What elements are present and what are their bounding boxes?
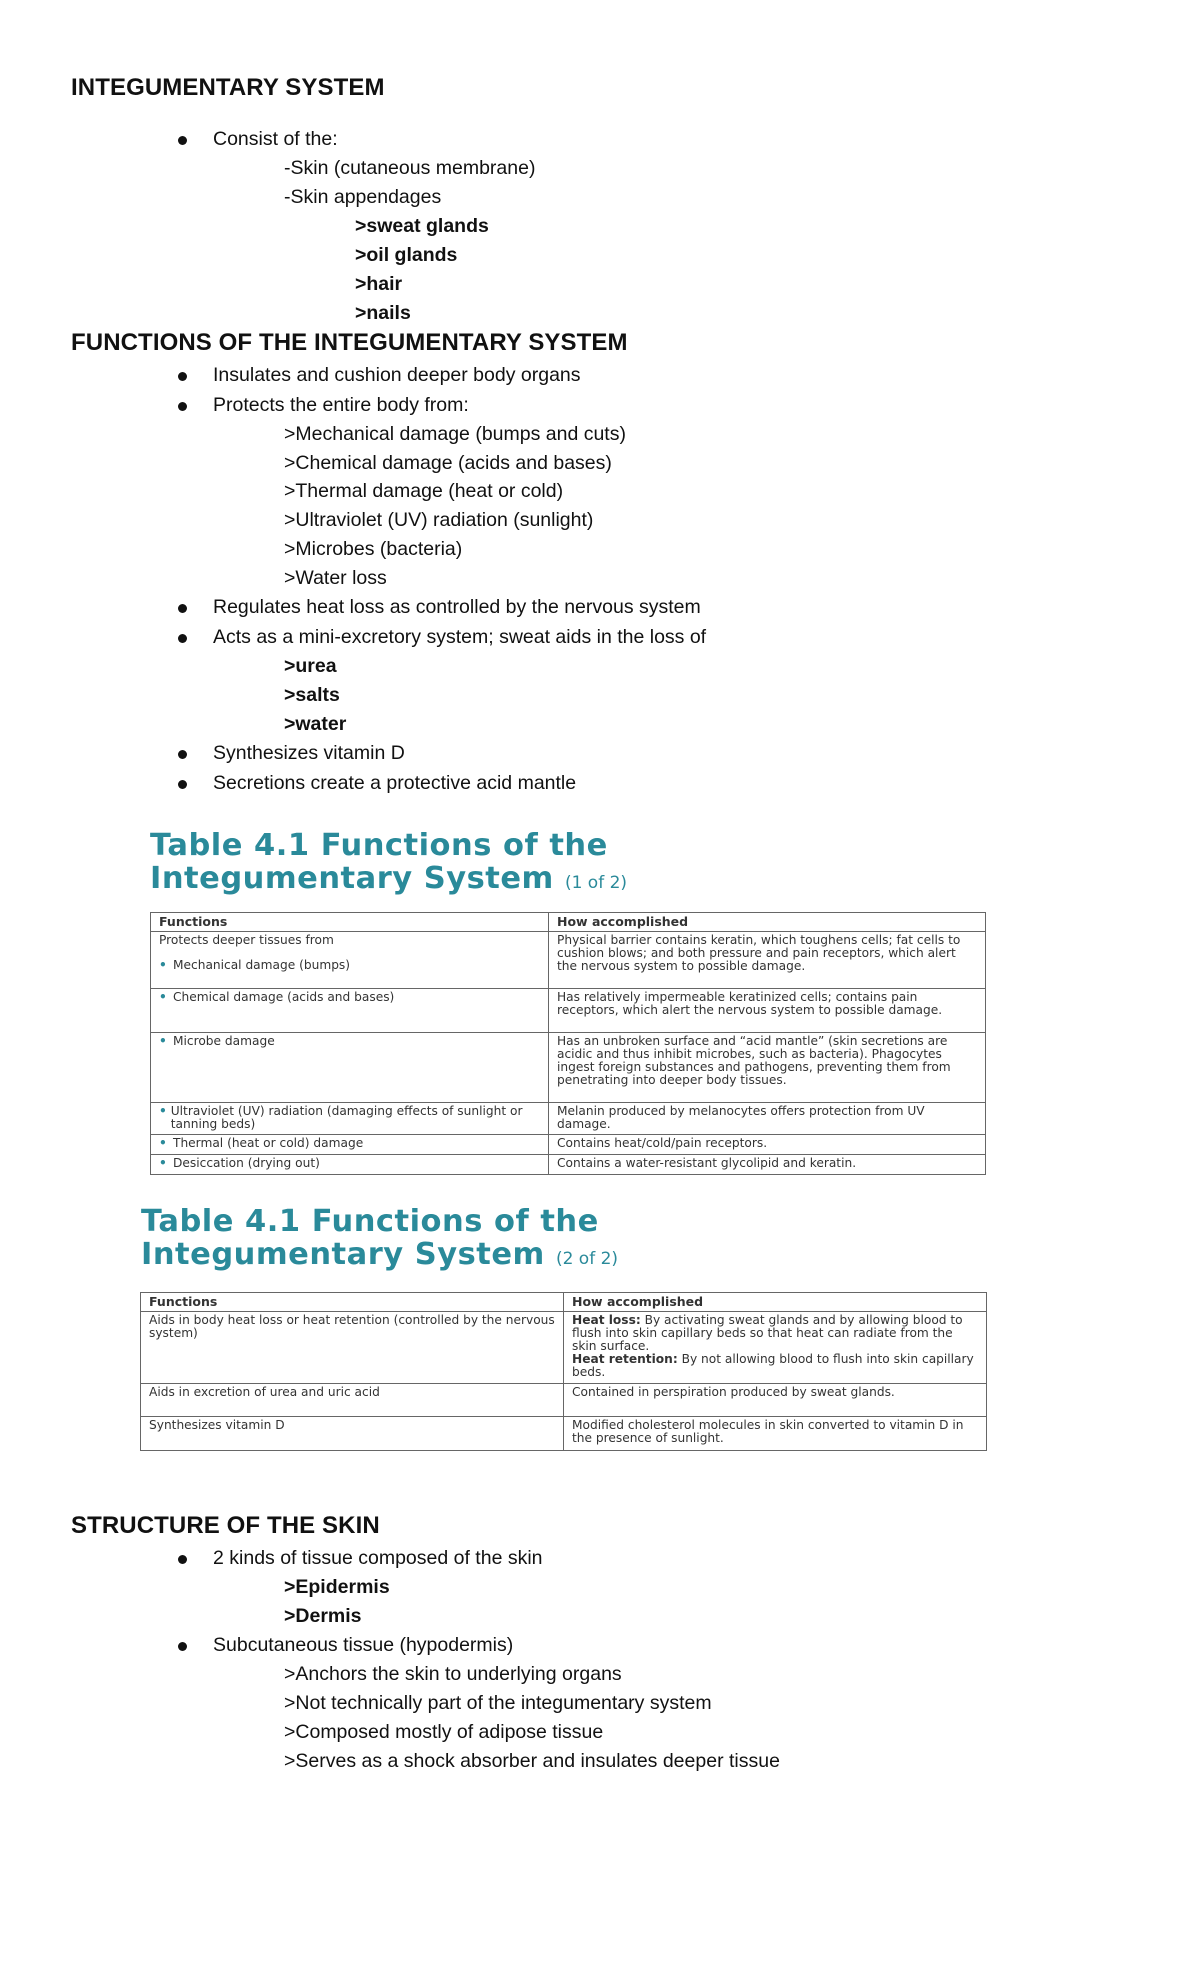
bullet: •: [159, 1034, 167, 1048]
skin-item: -Skin (cutaneous membrane): [284, 157, 536, 179]
table-row: [151, 1033, 986, 1103]
table-row: [151, 932, 986, 989]
heat-loss-text: By activating sweat glands and by allowing blood to flush into skin capillary beds so that heat can radiate from the skin surface.: [572, 1313, 963, 1353]
hypodermis-not-part: >Not technically part of the integumentary system: [284, 1692, 712, 1714]
table1-row0-function-wrap: [159, 959, 540, 972]
protects-water-loss: >Water loss: [284, 567, 387, 589]
table1-row4-function: Thermal (heat or cold) damage: [173, 1136, 364, 1150]
table1-row2-how: Has an unbroken surface and “acid mantle” (skin secretions are acidic and thus inhibit microbes, such as bacteria). Phagocytes ingest foreign substances and pathogens, preventing them from penetrating into deeper body tissues.: [549, 1033, 986, 1103]
table1-row3-function: Ultraviolet (UV) radiation (damaging effects of sunlight or tanning beds): [170, 1104, 523, 1131]
hypodermis-anchors: >Anchors the skin to underlying organs: [284, 1663, 622, 1685]
table1-row4-how: Contains heat/cold/pain receptors.: [549, 1135, 986, 1155]
bullet: [178, 1555, 187, 1564]
table-row: [151, 989, 986, 1033]
table1-cell-function: [151, 1135, 549, 1155]
appendage-oil-glands: >oil glands: [355, 244, 458, 266]
heat-retention-label: Heat retention:: [572, 1352, 678, 1366]
table-row: [141, 1384, 987, 1417]
bullet: [178, 604, 187, 613]
table1-cell-function: [151, 1155, 549, 1175]
bullet: •: [159, 1136, 167, 1150]
appendage-nails: >nails: [355, 302, 411, 324]
bullet: [178, 750, 187, 759]
heading-functions: FUNCTIONS OF THE INTEGUMENTARY SYSTEM: [71, 329, 628, 356]
bullet: [178, 402, 187, 411]
table1-cell-function: [151, 989, 549, 1033]
table-row: [151, 1135, 986, 1155]
table1-col-how: How accomplished: [549, 913, 986, 932]
table1-row1-function: Chemical damage (acids and bases): [173, 990, 395, 1004]
table1-row0-function: Mechanical damage (bumps): [173, 958, 351, 972]
function-acid-mantle: Secretions create a protective acid mantle: [213, 772, 577, 794]
table2-col-functions: Functions: [141, 1293, 564, 1312]
excretes-salts: >salts: [284, 684, 340, 706]
table1-row3-wrap: [159, 1105, 540, 1131]
heat-retention-text: By not allowing blood to flush into skin capillary beds.: [572, 1352, 974, 1379]
structure-two-tissues: 2 kinds of tissue composed of the skin: [213, 1547, 543, 1569]
table2-row1-function: Aids in excretion of urea and uric acid: [141, 1384, 564, 1417]
heat-loss-label: Heat loss:: [572, 1313, 641, 1327]
consist-label: Consist of the:: [213, 128, 338, 150]
hypodermis-adipose: >Composed mostly of adipose tissue: [284, 1721, 604, 1743]
table2-col-how: How accomplished: [564, 1293, 987, 1312]
bullet: [178, 136, 187, 145]
table2-part: (2 of 2): [555, 1249, 619, 1269]
table2-row0-function: Aids in body heat loss or heat retention (controlled by the nervous system): [141, 1312, 564, 1384]
excretes-urea: >urea: [284, 655, 337, 677]
protects-microbes: >Microbes (bacteria): [284, 538, 463, 560]
protects-thermal: >Thermal damage (heat or cold): [284, 480, 564, 502]
protects-mechanical: >Mechanical damage (bumps and cuts): [284, 423, 626, 445]
table2-title: [141, 1205, 618, 1276]
bullet: [178, 780, 187, 789]
bullet: •: [159, 1156, 167, 1170]
appendages-item: -Skin appendages: [284, 186, 442, 208]
bullet: •: [159, 958, 167, 972]
table2-row1-how: Contained in perspiration produced by sweat glands.: [564, 1384, 987, 1417]
table-row: [151, 1155, 986, 1175]
table1-title-line2: Integumentary System: [150, 861, 554, 896]
table-header-row: [151, 913, 986, 932]
table1-cell-function: [151, 932, 549, 989]
table1-title-line1: Table 4.1 Functions of the: [150, 828, 608, 863]
table2-title-line2: Integumentary System: [141, 1237, 545, 1272]
table1-title-line2-wrap: [150, 862, 627, 900]
tissue-epidermis: >Epidermis: [284, 1576, 390, 1598]
hypodermis-shock-absorber: >Serves as a shock absorber and insulates deeper tissue: [284, 1750, 780, 1772]
table1-cell-function: [151, 1033, 549, 1103]
bullet: [178, 1642, 187, 1651]
function-regulates-heat: Regulates heat loss as controlled by the nervous system: [213, 596, 701, 618]
tissue-dermis: >Dermis: [284, 1605, 362, 1627]
table-row: [141, 1417, 987, 1451]
function-excretory: Acts as a mini-excretory system; sweat aids in the loss of: [213, 626, 707, 648]
protects-uv: >Ultraviolet (UV) radiation (sunlight): [284, 509, 594, 531]
table-row: [151, 1103, 986, 1135]
heading-structure-of-skin: STRUCTURE OF THE SKIN: [71, 1512, 380, 1539]
table1-part: (1 of 2): [564, 873, 628, 893]
table1-row0-how: Physical barrier contains keratin, which toughens cells; fat cells to cushion blows; and both pressure and pain receptors, which alert the nervous system to possible damage.: [549, 932, 986, 989]
table2-row2-function: Synthesizes vitamin D: [141, 1417, 564, 1451]
table-row: [141, 1312, 987, 1384]
table1-row1-how: Has relatively impermeable keratinized cells; contains pain receptors, which alert the nervous system to possible damage.: [549, 989, 986, 1033]
table2-row0-how: [564, 1312, 987, 1384]
table1-col-functions: Functions: [151, 913, 549, 932]
table1-row5-how: Contains a water-resistant glycolipid and keratin.: [549, 1155, 986, 1175]
structure-subcutaneous: Subcutaneous tissue (hypodermis): [213, 1634, 514, 1656]
appendage-sweat-glands: >sweat glands: [355, 215, 489, 237]
table2-row2-how: Modified cholesterol molecules in skin converted to vitamin D in the presence of sunlight.: [564, 1417, 987, 1451]
table2-title-line2-wrap: [141, 1238, 618, 1276]
table1-row2-function: Microbe damage: [173, 1034, 275, 1048]
table1-intro: Protects deeper tissues from: [159, 933, 334, 947]
bullet: •: [159, 990, 167, 1004]
table1-cell-function: [151, 1103, 549, 1135]
appendage-hair: >hair: [355, 273, 403, 295]
excretes-water: >water: [284, 713, 347, 735]
bullet: [178, 634, 187, 643]
function-vitamin-d: Synthesizes vitamin D: [213, 742, 405, 764]
heading-integumentary-system: INTEGUMENTARY SYSTEM: [71, 74, 385, 101]
table-header-row: [141, 1293, 987, 1312]
bullet: [178, 372, 187, 381]
table1-row5-function: Desiccation (drying out): [173, 1156, 320, 1170]
table1: [150, 912, 986, 1175]
function-insulates: Insulates and cushion deeper body organs: [213, 364, 581, 386]
table2: [140, 1292, 987, 1451]
bullet: •: [159, 1104, 167, 1118]
table1-title: [150, 829, 627, 900]
protects-chemical: >Chemical damage (acids and bases): [284, 452, 612, 474]
function-protects: Protects the entire body from:: [213, 394, 469, 416]
table1-row3-how: Melanin produced by melanocytes offers protection from UV damage.: [549, 1103, 986, 1135]
table2-title-line1: Table 4.1 Functions of the: [141, 1204, 599, 1239]
